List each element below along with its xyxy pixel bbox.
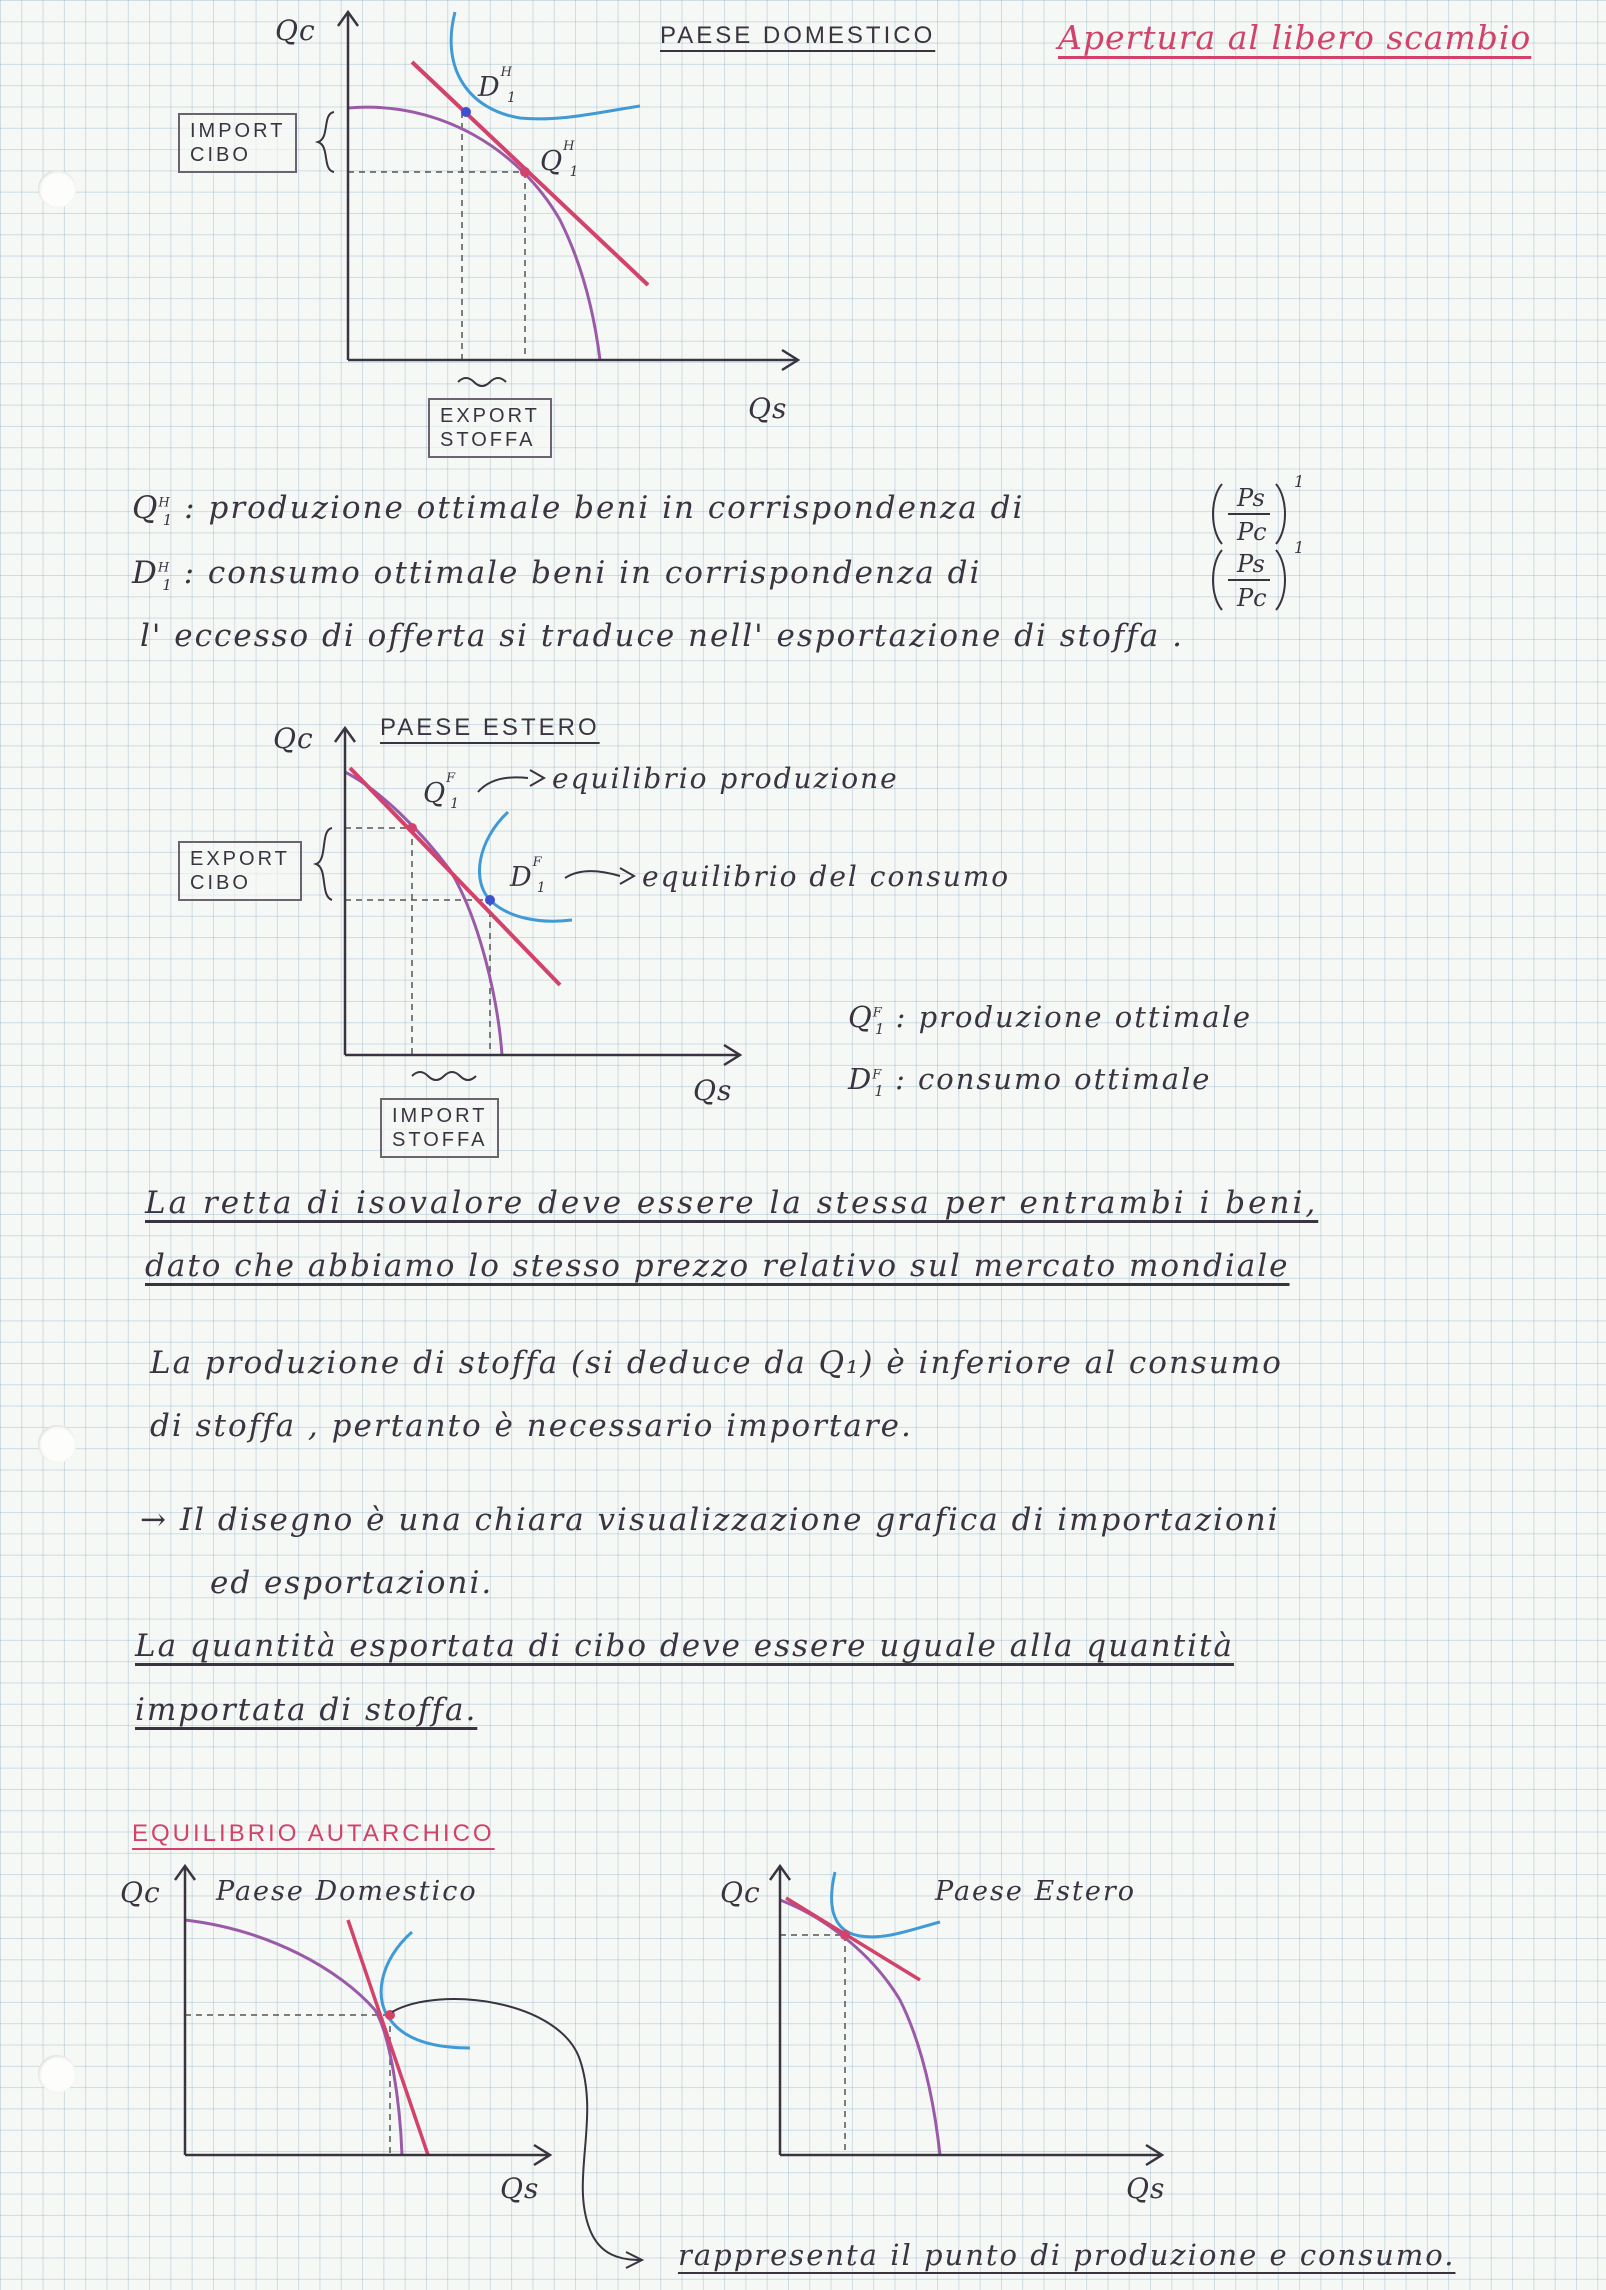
paragraph-4-line-2: importata di stoffa. [135, 1692, 478, 1728]
paragraph-1-line-1: La retta di isovalore deve essere la stessa per entrambi i beni, [145, 1185, 1319, 1221]
autarky-equilibrium-point [840, 1930, 850, 1940]
ppf-curve [345, 772, 502, 1055]
indifference-curve [832, 1872, 940, 1937]
import-cloth-box: IMPORT STOFFA [380, 1098, 499, 1158]
label-q1-foreign: $Q^F_1$ [423, 771, 461, 813]
paragraph-4-line-1: La quantità esportata di cibo deve essere uguale alla quantità [135, 1628, 1234, 1664]
axis-label-qs: Qs [748, 392, 788, 425]
autarky-note: rappresenta il punto di produzione e consumo. [678, 2238, 1456, 2272]
ratio-2-numerator: Ps [1237, 550, 1265, 578]
axis-label-qs: Qs [693, 1074, 733, 1107]
foreign-title: PAESE ESTERO [380, 714, 600, 741]
export-food-box: EXPORT CIBO [178, 841, 302, 901]
paragraph-3-line-2: ed esportazioni. [210, 1565, 494, 1601]
autarky-right-label: Paese Estero [935, 1876, 1137, 1907]
axis-label-qc: Qc [120, 1876, 161, 1909]
label-q1-domestic: $Q^H_1$ [540, 139, 580, 181]
export-cloth-box: EXPORT STOFFA [428, 398, 552, 458]
definition-q1h: $Q^H_1$ : produzione ottimale beni in corrispondenza di [132, 490, 1025, 530]
consumption-point [485, 895, 495, 905]
import-food-box: IMPORT CIBO [178, 113, 297, 173]
indifference-curve [381, 1932, 470, 2048]
isovalue-line [786, 1898, 920, 1980]
autarky-title: EQUILIBRIO AUTARCHICO [132, 1820, 495, 1847]
isovalue-line [348, 1920, 428, 2155]
ratio-1-numerator: Ps [1237, 484, 1265, 512]
paragraph-2-line-1: La produzione di stoffa (si deduce da Q₁) è inferiore al consumo [150, 1345, 1283, 1381]
label-production-equilibrium: equilibrio produzione [552, 762, 899, 795]
axis-label-qs: Qs [1126, 2172, 1166, 2205]
ppf-curve [185, 1920, 402, 2155]
ratio-1-exponent: 1 [1294, 472, 1305, 491]
binder-hole [38, 1425, 76, 1463]
paragraph-2-line-2: di stoffa , pertanto è necessario importare. [150, 1408, 913, 1444]
production-point [407, 823, 417, 833]
production-point [520, 167, 530, 177]
axis-label-qc: Qc [720, 1876, 761, 1909]
legend-q1f: $Q^F_1$ : produzione ottimale [848, 1000, 1253, 1038]
paragraph-1-line-2: dato che abbiamo lo stesso prezzo relativo sul mercato mondiale [145, 1248, 1290, 1284]
label-d1-domestic: $D^H_1$ [478, 65, 517, 107]
axis-label-qs: Qs [500, 2172, 540, 2205]
paragraph-3-line-1: → Il disegno è una chiara visualizzazione grafica di importazioni [140, 1502, 1280, 1538]
ratio-2-denominator: Pc [1237, 584, 1267, 612]
ratio-2-exponent: 1 [1294, 538, 1305, 557]
label-d1-foreign: $D^F_1$ [510, 855, 547, 897]
consumption-point [461, 107, 471, 117]
ppf-curve [780, 1900, 940, 2155]
note-excess-supply: l' eccesso di offerta si traduce nell' esportazione di stoffa . [140, 618, 1184, 654]
legend-d1f: $D^F_1$ : consumo ottimale [848, 1062, 1212, 1100]
label-consumption-equilibrium: equilibrio del consumo [642, 860, 1011, 893]
figure-autarky [0, 1860, 1606, 2280]
page-title: PAESE DOMESTICO [660, 22, 936, 49]
figure-domestic [0, 0, 820, 470]
definition-d1h: $D^H_1$ : consumo ottimale beni in corrispondenza di [132, 555, 982, 595]
autarky-left-label: Paese Domestico [216, 1876, 478, 1907]
ratio-1-denominator: Pc [1237, 518, 1267, 546]
topic-title: Apertura al libero scambio [1058, 18, 1532, 57]
isovalue-line [412, 62, 648, 285]
axis-label-qc: Qc [275, 14, 316, 47]
axis-label-qc: Qc [273, 722, 314, 755]
